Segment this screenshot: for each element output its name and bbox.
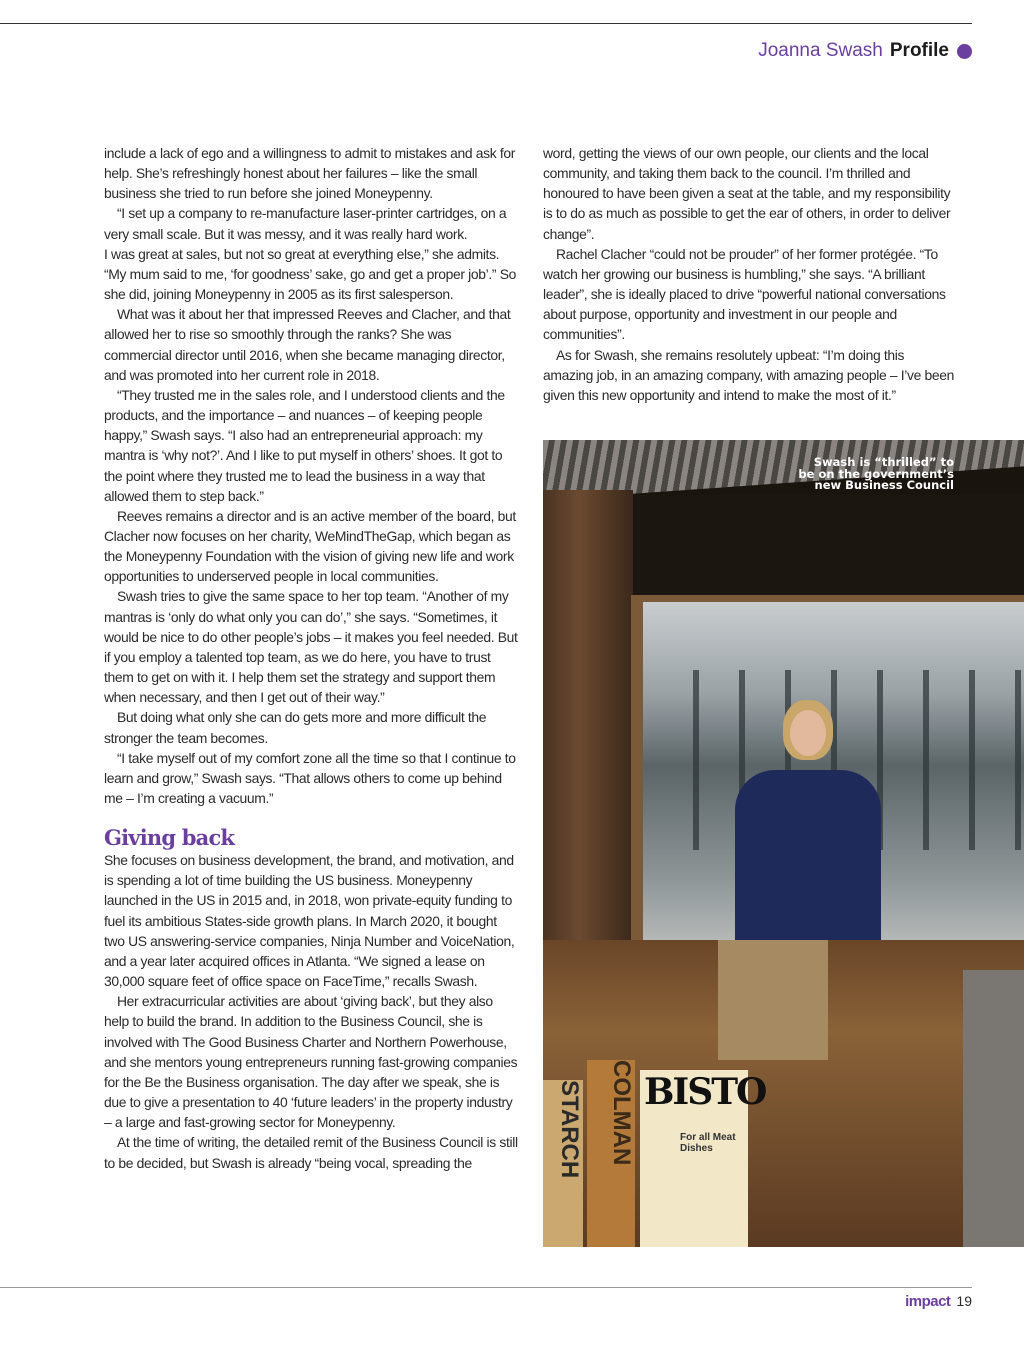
- paragraph: I was great at sales, but not so great at everything else,” she admits. “My mum said to me, ‘for goodness’ sake, go and get a proper job’.” So she did, joining Moneypenny in 2005 as its first salesperson.: [104, 245, 516, 303]
- paragraph: At the time of writing, the detailed remit of the Business Council is still to be decided, but Swash is already “being vocal, spreading the: [104, 1134, 518, 1171]
- paragraph: Her extracurricular activities are about ‘giving back’, but they also help to build the brand. In addition to the Business Council, she is involved with The Good Business Charter and Northern Powerhouse, and she mentors young entrepreneurs running fast-growing companies for the Be the Business organisation. The day after we speak, she is due to give a presentation to 40 ‘future leaders’ in the property industry – a large and fast-growing sector for Moneypenny.: [104, 993, 518, 1131]
- caption-line: be on the government’s: [798, 466, 954, 481]
- paragraph: Rachel Clacher “could not be prouder” of her former protégée. “To watch her growing our business is humbling,” she says. “A brilliant leader”, she is ideally placed to drive “powerful national conversations about purpose, opportunity and investment in our people and communities”.: [543, 245, 946, 343]
- photo-caption: [798, 457, 954, 492]
- person-body: [735, 770, 881, 950]
- paragraph: As for Swash, she remains resolutely upbeat: “I’m doing this amazing job, in an amazing company, with amazing people – I’ve been given this new opportunity and intend to make the most of it.”: [543, 346, 955, 403]
- metal-post: [963, 970, 1024, 1247]
- left-column: [104, 143, 518, 1173]
- bottom-rule: [0, 1287, 972, 1288]
- paragraph: Swash tries to give the same space to her top team. “Another of my mantras is ‘only do what only you can do’,” she says. “Sometimes, it would be nice to do other people’s jobs – it makes you feel needed. But if you employ a talented top team, as we do here, you have to trust them to get on with it. I help them set the strategy and support them when necessary, and then I get out of their way.”: [104, 588, 518, 706]
- bisto-tagline: For all Meat Dishes: [680, 1132, 736, 1154]
- section-heading: Giving back: [104, 825, 235, 851]
- running-header: [758, 40, 972, 62]
- header-name: Joanna Swash: [758, 40, 883, 61]
- paragraph: “They trusted me in the sales role, and I understood clients and the products, and the importance – and nuances – of keeping people happy,” Swash says. “I also had an entrepreneurial approach: my mantra is ‘why not?’. And I like to put myself in others’ shoes. It got to the point where they trusted me to lead the business in a way that allowed them to step back.”: [104, 386, 505, 504]
- header-section: Profile: [889, 40, 949, 61]
- paragraph: “I take myself out of my comfort zone all the time so that I continue to learn and grow,” Swash says. “That allows others to come up behind me – I’m creating a vacuum.”: [104, 749, 516, 806]
- paragraph: What was it about her that impressed Reeves and Clacher, and that allowed her to rise so smoothly through the ranks? She was commercial director until 2016, when she became managing director, and was promoted into her current role in 2018.: [104, 306, 511, 383]
- paragraph: include a lack of ego and a willingness to admit to mistakes and ask for help. She’s refreshingly honest about her failures – like the small business she tried to run before she joined Moneypenny.: [104, 145, 516, 202]
- top-rule: [0, 23, 972, 24]
- magazine-logo: impact: [905, 1293, 951, 1310]
- right-column: [543, 143, 957, 405]
- page-number: 19: [956, 1293, 972, 1309]
- bisto-sign: [640, 1070, 766, 1247]
- paragraph: She focuses on business development, the brand, and motivation, and is spending a lot of time building the US business. Moneypenny launched in the US in 2015 and, in 2018, won private-equity funding to fuel its ambitious States-side growth plans. In March 2020, it bought two US answering-service companies, Ninja Number and VoiceNation, and a year later acquired offices in Atlanta. “We signed a lease on 30,000 square feet of office space on FaceTime,” recalls Swash.: [104, 852, 515, 990]
- bullet-dot-icon: [957, 44, 972, 59]
- paragraph: Reeves remains a director and is an active member of the board, but Clacher now focuses on her charity, WeMindTheGap, which began as the Moneypenny Foundation with the vision of giving new life and work opportunities to underserved people in local communities.: [104, 507, 516, 585]
- starch-sign: STARCH: [543, 1080, 583, 1247]
- paragraph: “I set up a company to re-manufacture laser-printer cartridges, on a very small scale. But it was messy, and it was really hard work.: [104, 205, 507, 242]
- wooden-crate: [718, 940, 828, 1060]
- caption-line: Swash is “thrilled” to: [813, 455, 954, 469]
- paragraph: But doing what only she can do gets more and more difficult the stronger the team becomes.: [104, 709, 487, 746]
- caption-line: new Business Council: [814, 478, 954, 492]
- bisto-text: BISTO: [644, 1071, 766, 1113]
- colman-sign: COLMAN: [587, 1060, 635, 1247]
- portrait-photo: [543, 440, 1024, 1247]
- page-footer: [905, 1293, 972, 1310]
- paragraph: word, getting the views of our own people, our clients and the local community, and taking them back to the council. I’m thrilled and honoured to have been given a seat at the table, and my responsibility is to do as much as possible to get the ear of others, in order to deliver change”.: [543, 145, 951, 242]
- person-face: [790, 710, 826, 756]
